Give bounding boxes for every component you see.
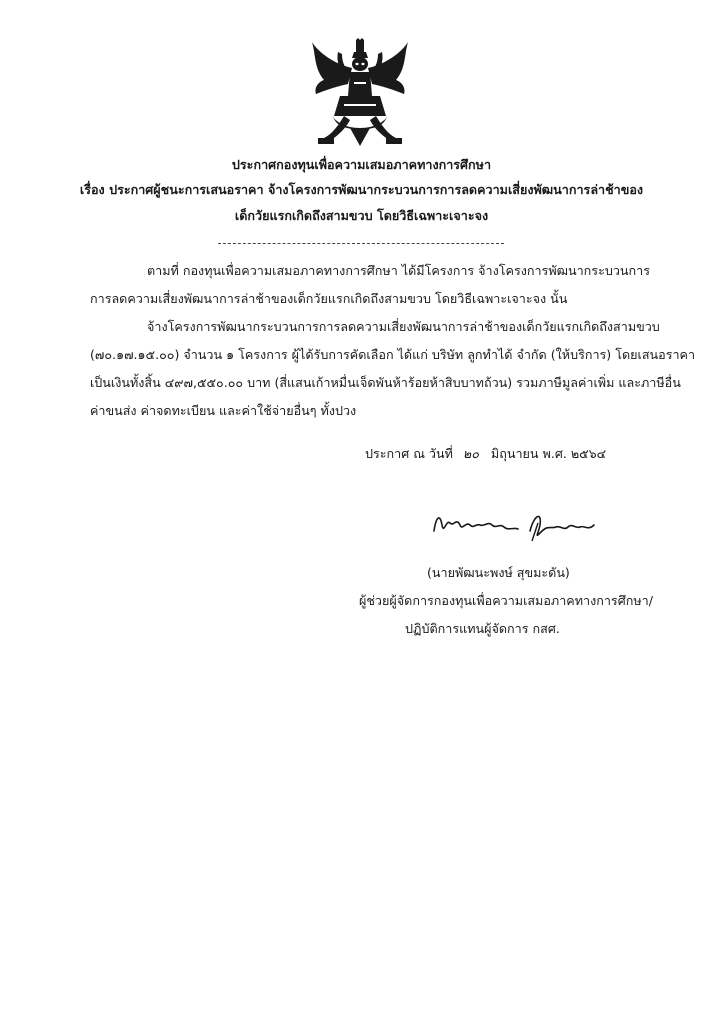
body-paragraph-2-line-2: (๗๐.๑๗.๑๕.๐๐) จำนวน ๑ โครงการ ผู้ได้รับการคัดเลือก ได้แก่ บริษัท ลูกทำได้ จำกัด (ให้บริการ) โดยเสนอราคา [90,347,696,362]
date-prefix: ประกาศ ณ วันที่ [365,446,453,461]
handwritten-signature [430,505,600,545]
date-month-year: มิถุนายน พ.ศ. ๒๕๖๔ [490,446,607,461]
body-paragraph-2-line-4: ค่าขนส่ง ค่าจดทะเบียน และค่าใช้จ่ายอื่นๆ ทั้งปวง [90,403,357,418]
body-paragraph-1-line-2: การลดความเสี่ยงพัฒนาการล่าช้าของเด็กวัยแรกเกิดถึงสามขวบ โดยวิธีเฉพาะเจาะจง นั้น [90,291,568,306]
signatory-position-line-1: ผู้ช่วยผู้จัดการกองทุนเพื่อความเสมอภาคทางการศึกษา/ [359,593,653,608]
garuda-emblem [304,38,416,148]
subject-line-1: เรื่อง ประกาศผู้ชนะการเสนอราคา จ้างโครงการพัฒนากระบวนการการลดความเสี่ยงพัฒนาการล่าช้าของ [79,182,644,197]
announcement-date [365,446,606,462]
body-paragraph-2-line-3: เป็นเงินทั้งสิ้น ๔๙๗,๕๕๐.๐๐ บาท (สี่แสนเก้าหมื่นเจ็ดพันห้าร้อยห้าสิบบาทถ้วน) รวมภาษีมูลค่าเพิ่ม และภาษีอื่น [90,375,681,390]
body-paragraph-2-line-1: จ้างโครงการพัฒนากระบวนการการลดความเสี่ยงพัฒนาการล่าช้าของเด็กวัยแรกเกิดถึงสามขวบ [147,319,660,334]
signatory-name: (นายพัฒนะพงษ์ สุขมะดัน) [427,565,570,580]
header-divider [218,243,504,244]
body-paragraph-1-line-1: ตามที่ กองทุนเพื่อความเสมอภาคทางการศึกษา ได้มีโครงการ จ้างโครงการพัฒนากระบวนการ [147,263,650,278]
subject-line-2: เด็กวัยแรกเกิดถึงสามขวบ โดยวิธีเฉพาะเจาะจง [234,208,489,223]
date-day: ๒๐ [462,446,479,461]
signatory-position-line-2: ปฏิบัติการแทนผู้จัดการ กสศ. [405,621,560,636]
announcement-org-title: ประกาศกองทุนเพื่อความเสมอภาคทางการศึกษา [231,157,492,172]
